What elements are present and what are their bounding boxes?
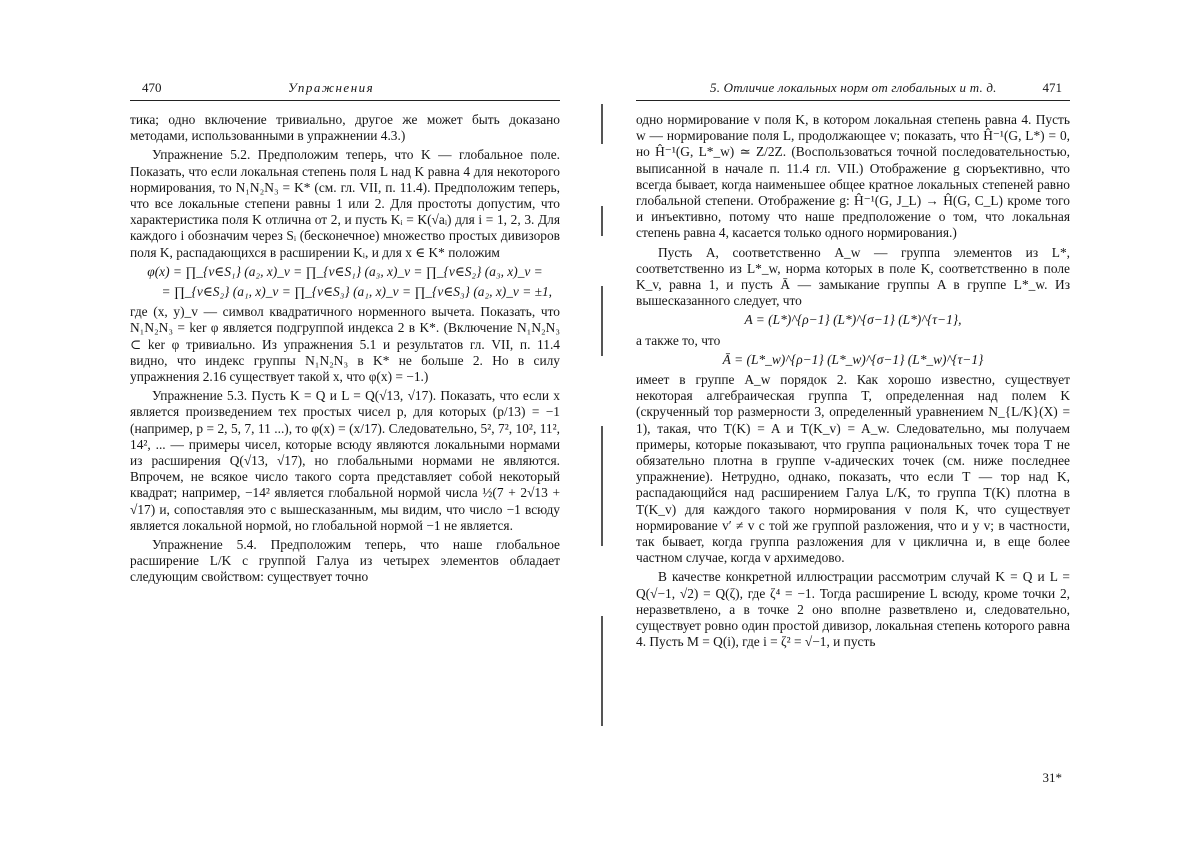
exercise-5-2: Упражнение 5.2. Предположим теперь, что K — глобальное поле. Показать, что если локальная степень поля L над K равна 4 для некоторого нормирования, то N₁N₂N₃ = K* (см. гл. VII, п. 11.4). Предположим теперь, что все локальные степени равны 1 или 2. Для простоты допустим, что характеристика поля K отлична от 2, и пусть Kᵢ = K(√aᵢ) для i = 1, 2, 3. Для каждого i обозначим через Sᵢ (бесконечное) множество простых дивизоров поля K, распадающихся в расширении Kᵢ, и для x ∈ K* положим (130, 147, 560, 260)
right-page-body (636, 112, 1070, 654)
right-running-title: 5. Отличие локальных норм от глобальных и т. д. (710, 80, 997, 95)
exercise-5-3: Упражнение 5.3. Пусть K = Q и L = Q(√13, √17). Показать, что если x является произведением тех простых чисел p, для которых (p/13) = −1 (например, p = 2, 5, 7, 11 ...), то φ(x) = (x/17). Следовательно, 5², 7², 10², 11², 14², ... — примеры чисел, которые всюду являются локальными нормами из расширения Q(√13, √17), но глобальными нормами не являются. Впрочем, не всякое число такого сорта представляет собой некоторый квадрат; например, −14² является глобальной нормой числа ½(7 + 2√13 + √17) и, сопоставляя это с вышесказанным, мы видим, что число −1 всюду является локальной нормой, но глобальной нормой −1 не является. (130, 388, 560, 533)
paragraph: где (x, y)_v — символ квадратичного норменного вычета. Показать, что N₁N₂N₃ = ker φ является подгруппой индекса 2 в K*. (Включение N₁N₂N₃ ⊂ ker φ тривиально. Из упражнения 5.1 и результатов гл. VII, п. 11.4 видно, что индекс группы N₁N₂N₃ в K* не больше 2. Но в силу упражнения 2.16 существует такой x, что φ(x) = −1.) (130, 304, 560, 385)
formula-phi-2: = ∏_{v∈S₂} (a₁, x)_v = ∏_{v∈S₃} (a₁, x)_v = ∏_{v∈S₃} (a₂, x)_v = ±1, (161, 284, 552, 300)
left-page-header (130, 80, 560, 101)
left-page-body (130, 112, 560, 589)
paragraph: имеет в группе A_w порядок 2. Как хорошо известно, существует некоторая алгебраическая группа T, определенная над полем K (скрученный тор размерности 3, определенный уравнением N_{L/K}(X) = 1), такая, что T(K) = A и T(K_v) = A_w. Следовательно, мы получаем примеры, которые показывают, что группа рациональных точек тора T не обязательно плотна в группе v-адических точек (см. ниже последнее упражнение). Нетрудно, однако, показать, что если T — тор над K, распадающийся над расширением Галуа L/K, то группа T(K) плотна в T(K_v) для каждого такого нормирования v поля K, что существует нормирование v′ ≠ v с той же группой разложения, что и у v; в частности, так бывает, когда группа разложения для v циклична и, в еще более частном случае, когда v архимедово. (636, 372, 1070, 566)
paragraph: а также то, что (636, 332, 721, 348)
formula-A: A = (L*)^{ρ−1} (L*)^{σ−1} (L*)^{τ−1}, (744, 312, 962, 328)
paragraph: одно нормирование v поля K, в котором локальная степень равна 4. Пусть w — нормирование поля L, продолжающее v; показать, что Ĥ⁻¹(G, L*) = 0, но Ĥ⁻¹(G, L*_w) ≃ Z/2Z. (Воспользоваться точной последовательностью, выписанной в начале п. 11.4 гл. VII.) Отображение g сюръективно, что всегда бывает, когда наименьшее общее кратное локальных степеней равно глобальной степени. Отображение g: Ĥ⁻¹(G, J_L) → Ĥ(G, C_L) кроме того и инъективно, потому что наше предположение о том, что локальная степень равна 4, касается только одного нормирования.) (636, 112, 1070, 241)
right-page (636, 0, 1070, 848)
exercise-5-4: Упражнение 5.4. Предположим теперь, что наше глобальное расширение L/K с группой Галуа из четырех элементов обладает следующим свойством: существует точно (130, 537, 560, 585)
left-page-number: 470 (142, 80, 162, 95)
left-running-title: Упражнения (288, 80, 375, 95)
right-page-header (636, 80, 1070, 101)
signature-mark: 31* (1042, 770, 1062, 785)
paragraph: Пусть A, соответственно A_w — группа элементов из L*, соответственно из L*_w, норма которых в поле K, соответственно в поле K_v, равна 1, и пусть Ā — замыкание группы A в группе L*_w. Из вышесказанного следует, что (636, 244, 1070, 309)
left-page (130, 0, 560, 848)
book-gutter (596, 96, 610, 746)
paragraph: В качестве конкретной иллюстрации рассмотрим случай K = Q и L = Q(√−1, √2) = Q(ζ), где ζ⁴ = −1. Тогда расширение L всюду, кроме точки 2, неразветвлено, а в точке 2 оно вполне разветвлено и, следовательно, существует ровно один простой дивизор, локальная степень которого равна 4. Пусть M = Q(i), где i = ζ² = √−1, и пусть (636, 569, 1070, 650)
formula-A-closure: Ā = (L*_w)^{ρ−1} (L*_w)^{σ−1} (L*_w)^{τ−1} (722, 351, 984, 367)
formula-phi-1: φ(x) = ∏_{v∈S₁} (a₂, x)_v = ∏_{v∈S₁} (a₃, x)_v = ∏_{v∈S₂} (a₃, x)_v = (147, 263, 543, 279)
right-page-number: 471 (1042, 80, 1062, 95)
paragraph: тика; одно включение тривиально, другое же может быть доказано методами, использованными в упражнении 4.3.) (130, 112, 560, 144)
